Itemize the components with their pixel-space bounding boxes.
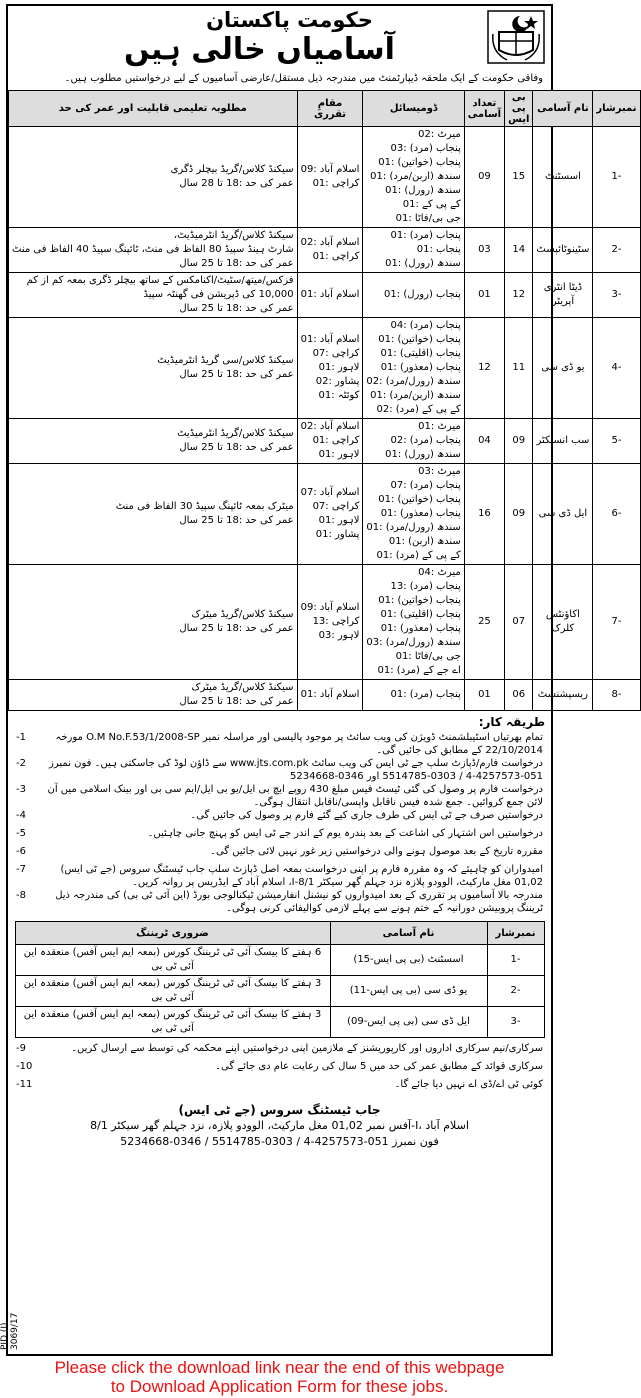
training-col-training: ضروری ٹریننگ <box>15 922 330 945</box>
serial-cell: -7 <box>593 565 640 680</box>
qualification-cell-line: عمر کی حد :18 تا 25 سال <box>179 369 294 380</box>
col-header-qualification: مطلوبہ تعلیمی قابلیت اور عمر کی حد <box>9 91 298 127</box>
domicile-cell-line: سندھ (رورل) :01 <box>385 449 461 460</box>
ad-header <box>8 6 551 68</box>
instruction-number: -9 <box>16 1043 26 1054</box>
vacancies-title: آسامیاں خالی ہیں <box>124 32 395 67</box>
serial-cell: -4 <box>593 318 640 419</box>
method-title: طریقہ کار: <box>478 715 545 729</box>
domicile-cell-line: سندھ (رورل) :01 <box>385 185 461 196</box>
instruction-item <box>16 889 543 915</box>
count-cell: 16 <box>464 464 504 565</box>
table-row <box>9 419 641 464</box>
station-cell <box>297 318 363 419</box>
domicile-cell-line: میرٹ :01 <box>418 421 461 432</box>
instruction-text: سرکاری قوائد کے مطابق عمر کی حد میں 5 سال کی رعایت عام دی جائے گی۔ <box>215 1061 543 1072</box>
station-cell-line: کراچی :07 <box>312 501 360 512</box>
domicile-cell <box>363 228 464 273</box>
instruction-text: تمام بھرتیاں اسٹیبلشمنٹ ڈویژن کی ویب سائٹ پر موجود پالیسی اور مراسلہ نمبر O.M No.F.53/1/2008-SP مورخہ 22/10/2014 کے مطابق کی جائیں گی۔ <box>55 732 543 756</box>
domicile-cell-line: سندھ (اربن/مرد) :01 <box>370 171 461 182</box>
count-cell: 04 <box>464 419 504 464</box>
domicile-cell-line: پنجاب (معذور) :01 <box>380 362 461 373</box>
instruction-text: درخواستیں صرف جے ٹی ایس کی طرف جاری کیے گئے فارم پر وصول کی جائیں گی۔ <box>190 810 543 821</box>
qualification-cell-line: سیکنڈ کلاس/گریڈ میٹرک <box>191 682 294 693</box>
domicile-cell-line: پنجاب (خواتین) :01 <box>378 334 461 345</box>
domicile-cell-line: سندھ (رورل/مرد) :02 <box>366 376 461 387</box>
instruction-text: مقررہ تاریخ کے بعد موصول ہونے والی درخواستیں زیر غور نہیں لائی جائیں گی۔ <box>210 846 543 857</box>
domicile-cell-line: پنجاب (مرد) :13 <box>390 581 461 592</box>
instruction-item <box>16 1060 543 1078</box>
extra-instructions <box>8 1042 551 1096</box>
domicile-cell-line: کے پی کے (مرد) :01 <box>376 550 461 561</box>
station-cell-line: اسلام آباد :02 <box>300 421 360 432</box>
instruction-text: کوئی ٹی اے/ڈی اے نہیں دیا جائے گا۔ <box>394 1079 543 1090</box>
bps-cell: 06 <box>505 680 533 711</box>
bps-cell: 14 <box>505 228 533 273</box>
training-row <box>15 1007 544 1038</box>
instruction-number: -8 <box>16 890 26 901</box>
domicile-cell-line: سندھ (رورل) :01 <box>385 258 461 269</box>
domicile-cell-line: میرٹ :03 <box>418 466 461 477</box>
footer-phones: فون نمبرز 051-4257573-4 / 0303-5514785 / 0346-5234668 <box>120 1135 439 1148</box>
station-cell <box>297 565 363 680</box>
col-header-serial: نمبرشار <box>593 91 640 127</box>
station-cell-line: کراچی :13 <box>312 616 360 627</box>
domicile-cell-line: سندھ (اربن/مرد) :01 <box>370 390 461 401</box>
station-cell-line: لاہور :03 <box>318 630 360 641</box>
count-cell: 09 <box>464 127 504 228</box>
col-header-domicile: ڈومیسائل <box>363 91 464 127</box>
training-serial-cell: -1 <box>487 945 544 976</box>
station-cell-line: کراچی :01 <box>312 251 360 262</box>
station-cell <box>297 419 363 464</box>
instruction-number: -7 <box>16 864 26 875</box>
table-row <box>9 273 641 318</box>
domicile-cell-line: جی بی/فاٹا :01 <box>395 213 461 224</box>
table-row <box>9 127 641 228</box>
count-cell: 03 <box>464 228 504 273</box>
serial-cell: -3 <box>593 273 640 318</box>
table-row <box>9 318 641 419</box>
training-course-cell: 3 ہفتے کا بیسک آئی ٹی ٹریننگ کورس (بمعہ ایم ایس آفس) منعقدہ این آئی ٹی بی <box>15 1007 330 1038</box>
instruction-number: -5 <box>16 828 26 839</box>
instruction-item <box>16 783 543 809</box>
domicile-cell-line: میرٹ :04 <box>418 567 461 578</box>
training-col-post: نام آسامی <box>330 922 487 945</box>
domicile-cell <box>363 419 464 464</box>
serial-cell: -1 <box>593 127 640 228</box>
domicile-cell-line: پنجاب (مرد) :01 <box>390 230 461 241</box>
post-cell: اسسٹنٹ <box>533 127 593 228</box>
qualification-cell-line: عمر کی حد :18 تا 25 سال <box>179 303 294 314</box>
table-row <box>9 565 641 680</box>
count-cell: 12 <box>464 318 504 419</box>
training-serial-cell: -2 <box>487 976 544 1007</box>
domicile-cell-line: سندھ (رورل/مرد) :03 <box>366 637 461 648</box>
domicile-cell <box>363 565 464 680</box>
col-header-bps: بی پی ایس <box>505 91 533 127</box>
table-header-row <box>9 91 641 127</box>
government-emblem-icon <box>487 10 545 64</box>
domicile-cell-line: پنجاب (مرد) :03 <box>390 143 461 154</box>
qualification-cell-line: سیکنڈ کلاس/سی گریڈ انٹرمیڈیٹ <box>157 355 294 366</box>
method-list <box>8 731 551 915</box>
serial-cell: -5 <box>593 419 640 464</box>
intro-text: وفاقی حکومت کے ایک ملحقہ ڈیپارٹمنٹ میں مندرجہ ذیل مستقل/عارضی آسامیوں کے لیے درخواستیں مطلوب ہیں۔ <box>64 73 543 84</box>
job-advertisement <box>6 4 637 1356</box>
qualification-cell-line: سیکنڈ کلاس/گریڈ میٹرک <box>191 609 294 620</box>
instruction-number: -2 <box>16 758 26 769</box>
vacancies-table <box>8 90 641 711</box>
bps-cell: 15 <box>505 127 533 228</box>
count-cell: 01 <box>464 680 504 711</box>
qualification-cell-line: سیکنڈ کلاس/گریڈ انٹرمیڈیٹ، <box>173 230 294 241</box>
instruction-text: سرکاری/نیم سرکاری اداروں اور کارپوریشنز کے ملازمین اپنی درخواستیں اپنے محکمہ کی توسط سے ارسال کریں۔ <box>71 1043 543 1054</box>
qualification-cell <box>9 127 298 228</box>
table-row <box>9 680 641 711</box>
qualification-cell-line: فزکس/میتھ/سٹیٹ/اکنامکس کے ساتھ بیچلر ڈگری بمعہ کم از کم <box>26 275 294 286</box>
station-cell-line: پشاور :02 <box>315 376 360 387</box>
domicile-cell-line: پنجاب (معذور) :01 <box>380 508 461 519</box>
instruction-item <box>16 845 543 863</box>
station-cell-line: لاہور :01 <box>318 515 360 526</box>
training-post-cell: اسسٹنٹ (بی پی ایس-15) <box>330 945 487 976</box>
station-cell <box>297 228 363 273</box>
instruction-number: -10 <box>16 1061 33 1072</box>
col-header-count: تعداد آسامی <box>464 91 504 127</box>
training-course-cell: 6 ہفتے کا بیسک آئی ٹی ٹریننگ کورس (بمعہ ایم ایس آفس) منعقدہ این آئی ٹی بی <box>15 945 330 976</box>
domicile-cell-line: کے پی کے (مرد) :02 <box>376 404 461 415</box>
post-cell: ایل ڈی سی <box>533 464 593 565</box>
post-cell: ڈیٹا انٹری آپریٹر <box>533 273 593 318</box>
bps-cell: 11 <box>505 318 533 419</box>
table-row <box>9 228 641 273</box>
domicile-cell-line: پنجاب (خواتین) :01 <box>378 595 461 606</box>
domicile-cell-line: جی بی/فاٹا :01 <box>395 651 461 662</box>
qualification-cell <box>9 464 298 565</box>
pid-number: PID (I) 3069/17 <box>0 1312 20 1350</box>
qualification-cell-line: عمر کی حد :18 تا 25 سال <box>179 696 294 707</box>
domicile-cell-line: پنجاب (رورل) :01 <box>384 289 461 300</box>
training-post-cell: ایل ڈی سی (بی پی ایس-09) <box>330 1007 487 1038</box>
col-header-post: نام آسامی <box>533 91 593 127</box>
domicile-cell-line: پنجاب (معذور) :01 <box>380 623 461 634</box>
domicile-cell-line: کے پی کے :01 <box>402 199 461 210</box>
qualification-cell <box>9 318 298 419</box>
instruction-item <box>16 757 543 783</box>
instruction-number: -3 <box>16 784 26 795</box>
serial-cell: -8 <box>593 680 640 711</box>
instruction-text: امیدواران کو چاہیئے کہ وہ مقررہ فارم پر اپنی درخواست بمعہ اصل ڈپازٹ سلپ جاب ٹیسٹنگ سروس (جے ٹی ایس) 01,02 مغل مارکیٹ، الوودو پلازہ نزد جہلم گھر سیکٹر 8/1-I، اسلام آباد کے ایڈریس پر روانہ کریں۔ <box>60 864 543 888</box>
domicile-cell-line: پنجاب (اقلیتی) :01 <box>380 348 461 359</box>
count-cell: 25 <box>464 565 504 680</box>
station-cell-line: لاہور :01 <box>318 362 360 373</box>
download-note-line1: Please click the download link near the end of this webpage <box>54 1358 505 1377</box>
domicile-cell <box>363 464 464 565</box>
qualification-cell-line: میٹرک بمعہ ٹائپنگ سپیڈ 30 الفاظ فی منٹ <box>115 501 294 512</box>
instruction-item <box>16 1042 543 1060</box>
training-header-row <box>15 922 544 945</box>
domicile-cell-line: پنجاب (مرد) :01 <box>390 689 461 700</box>
instruction-item <box>16 1078 543 1096</box>
domicile-cell-line: پنجاب (خواتین) :01 <box>378 157 461 168</box>
training-row <box>15 945 544 976</box>
station-cell-line: اسلام آباد :09 <box>300 164 360 175</box>
footer-title: جاب ٹیسٹنگ سروس (جے ٹی ایس) <box>178 1103 381 1117</box>
domicile-cell <box>363 318 464 419</box>
domicile-cell-line: میرٹ :02 <box>418 129 461 140</box>
station-cell-line: کراچی :01 <box>312 435 360 446</box>
domicile-cell <box>363 680 464 711</box>
station-cell-line: کوئٹہ :01 <box>318 390 360 401</box>
instruction-number: -4 <box>16 810 26 821</box>
domicile-cell <box>363 273 464 318</box>
station-cell-line: اسلام آباد :02 <box>300 237 360 248</box>
footer-address-line: آفس نمبر 01,02 مغل مارکیٹ، الوودو پلازہ، نزد جہلم گھر سیکٹر 8/1-I، اسلام آباد <box>90 1119 469 1132</box>
station-cell-line: اسلام آباد :09 <box>300 602 360 613</box>
training-post-cell: یو ڈی سی (بی پی ایس-11) <box>330 976 487 1007</box>
station-cell-line: اسلام آباد :01 <box>300 334 360 345</box>
bps-cell: 07 <box>505 565 533 680</box>
qualification-cell-line: عمر کی حد :18 تا 25 سال <box>179 623 294 634</box>
station-cell-line: اسلام آباد :07 <box>300 487 360 498</box>
training-serial-cell: -3 <box>487 1007 544 1038</box>
training-table <box>15 921 545 1038</box>
qualification-cell <box>9 680 298 711</box>
station-cell-line: لاہور :01 <box>318 449 360 460</box>
station-cell <box>297 127 363 228</box>
instruction-item <box>16 731 543 757</box>
station-cell-line: اسلام آباد :01 <box>300 689 360 700</box>
domicile-cell-line: پنجاب (مرد) :02 <box>390 435 461 446</box>
qualification-cell-line: 10,000 کی ڈپریشن فی گھنٹہ سپیڈ <box>143 289 294 300</box>
instruction-number: -1 <box>16 732 26 743</box>
training-course-cell: 3 ہفتے کا بیسک آئی ٹی ٹریننگ کورس (بمعہ ایم ایس آفس) منعقدہ این آئی ٹی بی <box>15 976 330 1007</box>
qualification-cell <box>9 419 298 464</box>
domicile-cell-line: پنجاب (خواتین) :01 <box>378 494 461 505</box>
instruction-text: درخواستیں اس اشتہار کی اشاعت کے بعد پندرہ یوم کے اندر جے ٹی ایس کو پہنچ جانی چاہئیں۔ <box>147 828 543 839</box>
qualification-cell-line: سیکنڈ کلاس/گریڈ انٹرمیڈیٹ <box>177 428 294 439</box>
qualification-cell-line: سیکنڈ کلاس/گریڈ بیچلر ڈگری <box>170 164 294 175</box>
instruction-item <box>16 827 543 845</box>
station-cell-line: کراچی :01 <box>312 178 360 189</box>
post-cell: اکاؤنٹس کلرک <box>533 565 593 680</box>
training-col-serial: نمبرشار <box>487 922 544 945</box>
instruction-item <box>16 863 543 889</box>
post-cell: سٹینوٹائپسٹ <box>533 228 593 273</box>
instruction-text: درخواست فارم/ڈپازٹ سلپ جے ٹی ایس کی ویب سائٹ www.jts.com.pk سے ڈاؤن لوڈ کی جاسکتی ہیں۔ فون نمبرز 051-4257573-4 / 0303-5514785 اور 0346-5234668 <box>49 758 543 782</box>
instruction-text: مندرجہ بالا آسامیوں پر تقرری کے بعد امیدواروں کو نیشنل انفارمیشن ٹیکنالوجی بورڈ (این آئی ٹی بی) کی مندرجہ ذیل ٹریننگ پروبیشن دورانیہ کے ختم ہونے سے پہلے لازمی کوالیفائی کرنی ہوگی۔ <box>55 890 543 914</box>
serial-cell: -2 <box>593 228 640 273</box>
domicile-cell-line: پنجاب :01 <box>416 244 461 255</box>
instruction-number: -6 <box>16 846 26 857</box>
bps-cell: 09 <box>505 419 533 464</box>
post-cell: یو ڈی سی <box>533 318 593 419</box>
instruction-item <box>16 809 543 827</box>
training-row <box>15 976 544 1007</box>
qualification-cell <box>9 273 298 318</box>
domicile-cell-line: سندھ (اربن) :01 <box>388 536 461 547</box>
qualification-cell-line: عمر کی حد :18 تا 25 سال <box>179 442 294 453</box>
station-cell-line: پشاور :01 <box>315 529 360 540</box>
download-note <box>0 1358 559 1396</box>
domicile-cell-line: پنجاب (اقلیتی) :01 <box>380 609 461 620</box>
footer-address <box>8 1102 551 1150</box>
station-cell <box>297 273 363 318</box>
qualification-cell-line: عمر کی حد :18 تا 28 سال <box>179 178 294 189</box>
count-cell: 01 <box>464 273 504 318</box>
domicile-cell-line: پنجاب (مرد) :04 <box>390 320 461 331</box>
station-cell-line: کراچی :07 <box>312 348 360 359</box>
government-of-pakistan-heading: حکومت پاکستان <box>206 8 373 32</box>
station-cell <box>297 464 363 565</box>
qualification-cell <box>9 565 298 680</box>
station-cell <box>297 680 363 711</box>
bps-cell: 09 <box>505 464 533 565</box>
domicile-cell-line: اے جے کے (مرد) :01 <box>377 665 461 676</box>
qualification-cell <box>9 228 298 273</box>
col-header-station: مقامِ تقرری <box>297 91 363 127</box>
domicile-cell-line: سندھ (رورل/مرد) :01 <box>366 522 461 533</box>
domicile-cell <box>363 127 464 228</box>
download-note-line2: to Download Application Form for these jobs. <box>110 1377 449 1396</box>
bps-cell: 12 <box>505 273 533 318</box>
station-cell-line: اسلام آباد :01 <box>300 289 360 300</box>
instruction-text: درخواست فارم پر وصول کی گئی ٹیسٹ فیس مبلغ 430 روپے ایچ بی ایل/یو بی ایل/ایم سی بی اور بینک اسلامی میں آن لائن جمع کروائیں۔ جمع شدہ فیس ناقابل واپسی/ناقابل انتقال ہوگی۔ <box>47 784 543 808</box>
serial-cell: -6 <box>593 464 640 565</box>
qualification-cell-line: شارٹ ہینڈ سپیڈ 80 الفاظ فی منٹ، ٹائپنگ سپیڈ 40 الفاظ فی منٹ <box>12 244 294 255</box>
qualification-cell-line: عمر کی حد :18 تا 25 سال <box>179 258 294 269</box>
post-cell: ریسپشنسٹ <box>533 680 593 711</box>
domicile-cell-line: پنجاب (مرد) :07 <box>390 480 461 491</box>
post-cell: سب انسپکٹر <box>533 419 593 464</box>
qualification-cell-line: عمر کی حد :18 تا 25 سال <box>179 515 294 526</box>
table-row <box>9 464 641 565</box>
instruction-number: -11 <box>16 1079 33 1090</box>
